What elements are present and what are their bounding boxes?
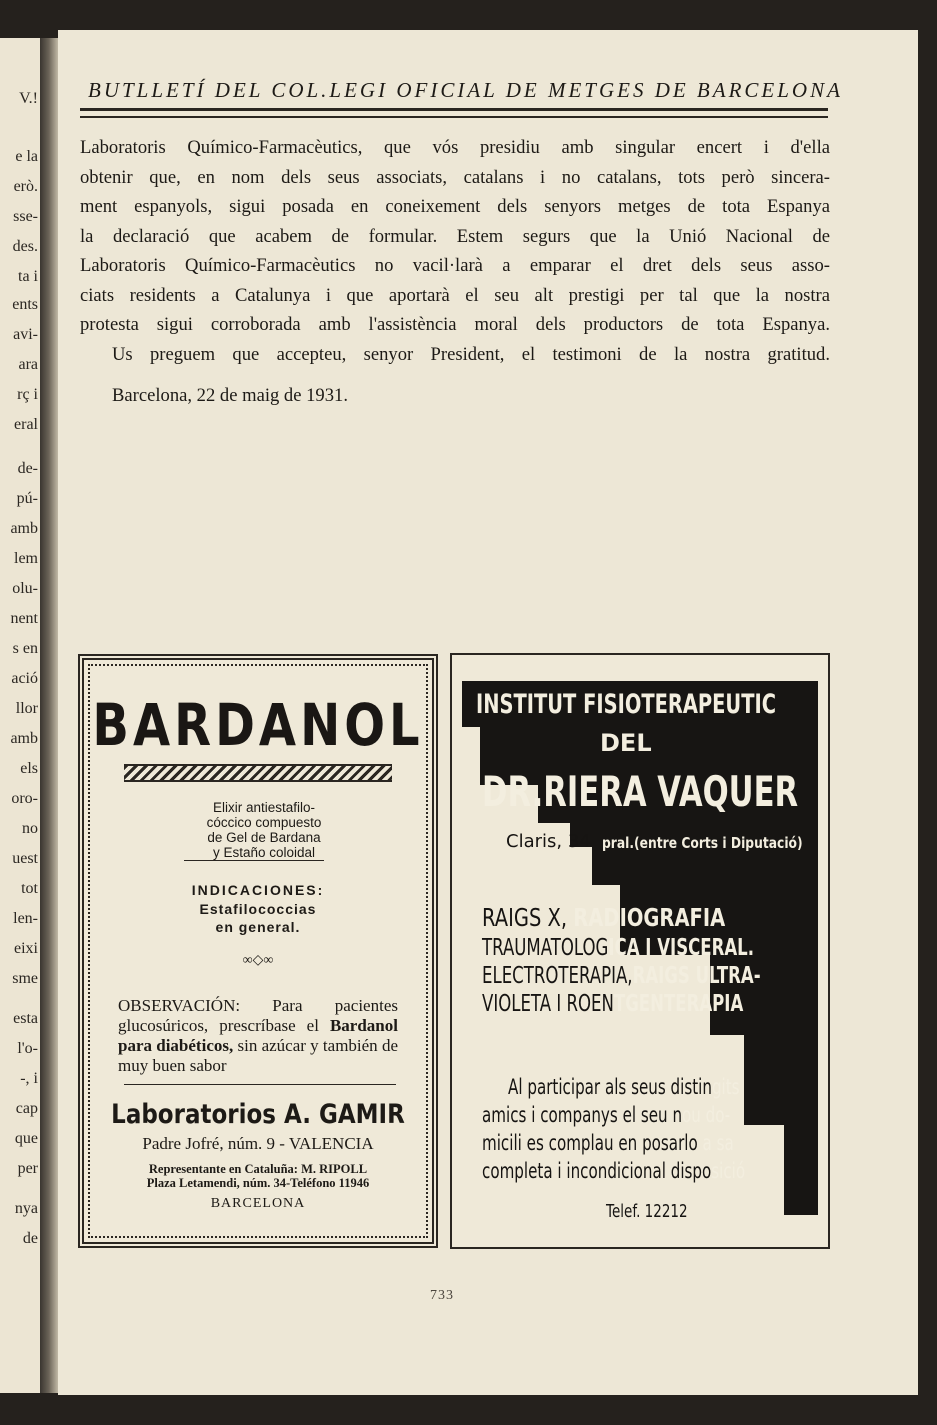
separator-rule (124, 1084, 396, 1085)
previous-page-fragment: tot (21, 880, 38, 897)
notice-right: sició (711, 1159, 746, 1183)
service-left: TRAUMATOLOG (482, 935, 609, 961)
text-line: ment espanyols, sigui posada en coneixement dels senyors metges de tota Espanya (80, 196, 830, 217)
description-line: y Estaño coloidal (212, 845, 316, 860)
previous-page-fragment: -, i (20, 1070, 38, 1087)
representative-line: Representante en Cataluña: M. RIPOLL (148, 1162, 368, 1176)
indications-title: INDICACIONES: (191, 882, 325, 898)
previous-page-fragment: oro- (11, 790, 38, 807)
description-line: cóccico compuesto (206, 815, 322, 830)
header-rule-thick (80, 108, 828, 111)
previous-page-fragment: ents (12, 296, 38, 313)
notice-left: micili es complau en posarlo (482, 1131, 703, 1155)
previous-page-fragment: erò. (13, 178, 38, 195)
previous-page-fragment: llor (15, 700, 38, 717)
previous-page-fragment: els (20, 760, 38, 777)
laboratory-address: Padre Jofré, núm. 9 - VALENCIA (142, 1134, 374, 1153)
previous-page-fragment: eral (14, 416, 38, 433)
description-line: de Gel de Bardana (207, 830, 321, 845)
address-detail: pral.(entre Corts i Diputació) (602, 834, 803, 852)
previous-page-fragment: per (17, 1160, 38, 1177)
previous-page-fragment: rç i (17, 386, 38, 403)
observation-note (118, 996, 398, 1076)
notice-left: amics i companys el seu n (482, 1103, 683, 1127)
notice-line-4 (482, 1159, 745, 1183)
notice-line-2 (482, 1103, 730, 1127)
date-line: Barcelona, 22 de maig de 1931. (112, 385, 348, 406)
service-right: TGENTERAPIA (613, 991, 744, 1017)
previous-page-fragment: ació (11, 670, 38, 687)
previous-page-fragment: no (22, 820, 38, 837)
address-street: Claris, 34 (506, 831, 591, 852)
previous-page-fragment: ta i (18, 268, 38, 285)
text-line: ciats residents a Catalunya i que aportarà el seu alt prestigi per tal que la nostra (80, 284, 830, 306)
service-left: RAIGS X, (482, 903, 574, 932)
indication-line: en general. (215, 919, 301, 935)
previous-page-fragment: len- (13, 910, 38, 927)
product-description (184, 800, 344, 860)
previous-page-fragment: avi- (13, 326, 38, 343)
header-rule-thin (80, 116, 828, 118)
previous-page-fragment: nya (14, 1200, 38, 1217)
notice-left: completa i incondicional dispo (482, 1159, 712, 1183)
phone-number: Telef. 12212 (606, 1201, 688, 1222)
bardanol-brand: BARDANOL (92, 692, 424, 760)
service-line-1 (482, 903, 725, 932)
institut-advertisement (450, 653, 830, 1249)
previous-page-fragment: amb (10, 520, 38, 537)
previous-page-fragment: V.! (19, 90, 38, 107)
institut-del: DEL (600, 729, 652, 757)
representative-line: Plaza Letamendi, núm. 34-Teléfono 11946 (146, 1176, 370, 1190)
notice-left: Al participar als seus distin (508, 1075, 712, 1099)
observation-bold: Bardanol para diabéticos, (118, 1016, 398, 1055)
previous-page-fragment: e la (15, 148, 38, 165)
previous-page-fragment: cap (15, 1100, 38, 1117)
previous-page-fragment: olu- (12, 580, 38, 597)
previous-page-fragment: esta (13, 1010, 38, 1027)
service-right: RADIOGRAFIA (573, 903, 726, 932)
zigzag-ornament (124, 764, 392, 782)
observation-tail: sin azúcar y también de muy buen sabor (118, 1036, 398, 1075)
previous-page-edge (0, 38, 40, 1393)
page-number: 733 (430, 1288, 454, 1303)
previous-page-fragment: nent (10, 610, 38, 627)
notice-line-1 (508, 1075, 740, 1099)
previous-page-fragment: des. (12, 238, 38, 255)
observation-lead: OBSERVACIÓN: Para pacientes glucosúricos, prescríbase el (118, 996, 398, 1035)
notice-right: ou do- (682, 1103, 731, 1127)
service-left: ELECTROTERAPIA, (482, 963, 633, 989)
indication-line: Estafilococcias (199, 901, 317, 917)
previous-page-fragment: ara (18, 356, 38, 373)
text-line: la declaració que acabem de formular. Estem segurs que la Unió Nacional de (80, 225, 830, 247)
description-rule (184, 860, 324, 861)
service-line-4 (482, 991, 743, 1017)
previous-page-fragment: eixi (14, 940, 38, 957)
previous-page-fragment: l'o- (17, 1040, 38, 1057)
previous-page-fragment: lem (14, 550, 38, 567)
notice-right: a sa (702, 1131, 734, 1155)
previous-page-fragment: que (14, 1130, 38, 1147)
representative-city: BARCELONA (210, 1196, 306, 1211)
notice-line-3 (482, 1131, 734, 1155)
service-left: VIOLETA I ROEN (482, 991, 614, 1017)
description-line: Elixir antiestafilo- (212, 800, 316, 815)
service-right: RAIGS ULTRA- (632, 963, 761, 989)
notice-right: gits (711, 1075, 740, 1099)
previous-page-fragment: uest (12, 850, 38, 867)
letter-body (80, 133, 830, 411)
representative-info (108, 1162, 408, 1190)
previous-page-fragment: s en (12, 640, 38, 657)
indications-text (84, 900, 432, 936)
text-line: Laboratoris Químico-Farmacèutics, que vós presidiu amb singular encert i d'ella (80, 137, 830, 158)
previous-page-fragment: amb (10, 730, 38, 747)
institut-title: INSTITUT FISIOTERAPEUTIC (476, 689, 776, 720)
previous-page-fragment: de- (17, 460, 38, 477)
service-line-2 (482, 935, 754, 961)
running-header: BUTLLETÍ DEL COL.LEGI OFICIAL DE METGES DE BARCELONA (88, 78, 843, 102)
service-line-3 (482, 963, 761, 989)
previous-page-fragment: de (22, 1230, 38, 1247)
ornament: ∞◇∞ (242, 953, 274, 968)
text-line: Laboratoris Químico-Farmacèutics no vacil·larà a emparar el dret dels seus asso- (80, 255, 830, 276)
previous-page-fragment: sme (12, 970, 38, 987)
service-right: ICA I VISCERAL. (608, 935, 755, 961)
doctor-name: DR.RIERA VAQUER (482, 767, 799, 816)
bardanol-advertisement (78, 654, 438, 1248)
text-line: protesta sigui corroborada amb l'assistència moral dels productors de tota Espanya. (80, 314, 830, 335)
closing-paragraph: Us preguem que accepteu, senyor President, el testimoni de la nostra gratitud. (112, 343, 830, 365)
previous-page-fragment: sse- (13, 208, 38, 225)
text-line: obtenir que, en nom dels seus associats, catalans i no catalans, tots però sincera- (80, 166, 830, 188)
previous-page-fragment: pú- (16, 490, 38, 507)
laboratory-name: Laboratorios A. GAMIR (111, 1100, 405, 1130)
